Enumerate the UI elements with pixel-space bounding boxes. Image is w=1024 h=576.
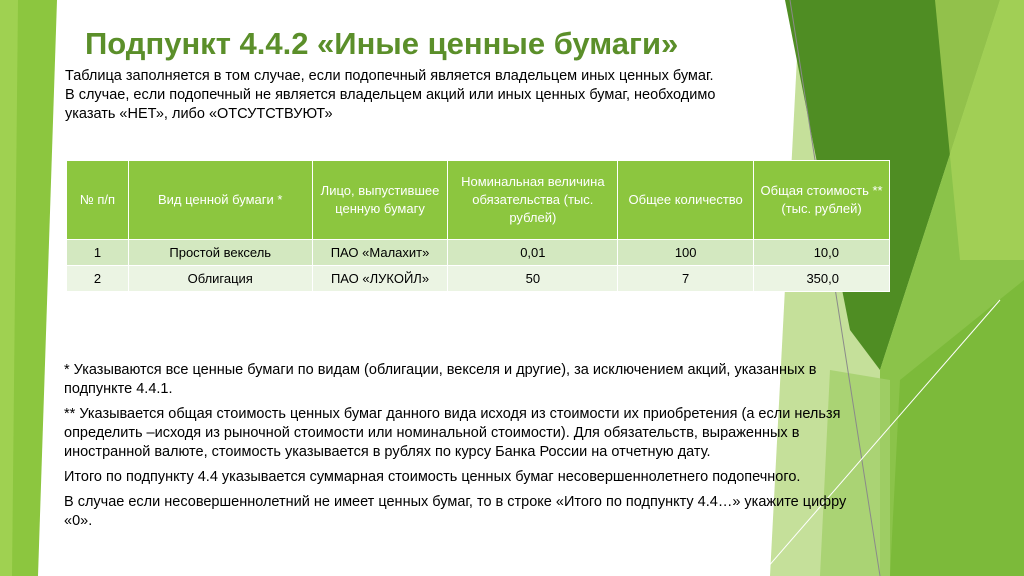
cell-issuer: ПАО «ЛУКОЙЛ» <box>312 266 448 292</box>
footnote: Итого по подпункту 4.4 указывается суммарная стоимость ценных бумаг несовершеннолетнего подопечного. <box>64 469 801 485</box>
header-total-value: Общая стоимость ** (тыс. рублей) <box>754 161 890 240</box>
footnote: В случае если несовершеннолетний не имеет ценных бумаг, то в строке «Итого по подпункту 4.4…» укажите цифру «0». <box>64 494 847 529</box>
cell-number: 2 <box>67 266 129 292</box>
page-title: Подпункт 4.4.2 «Иные ценные бумаги» <box>85 26 679 61</box>
header-quantity: Общее количество <box>618 161 754 240</box>
cell-total-value: 10,0 <box>754 240 890 266</box>
cell-quantity: 7 <box>618 266 754 292</box>
intro-paragraph: Таблица заполняется в том случае, если подопечный является владельцем иных ценных бумаг. <box>65 68 714 84</box>
securities-table <box>66 160 890 292</box>
header-security-type: Вид ценной бумаги * <box>128 161 312 240</box>
header-issuer: Лицо, выпустившее ценную бумагу <box>312 161 448 240</box>
cell-nominal-value: 50 <box>448 266 618 292</box>
intro-paragraph: В случае, если подопечный не является владельцем акций или иных ценных бумаг, необходимо указать «НЕТ», либо «ОТСУТСТВУЮТ» <box>65 87 716 122</box>
footnote: ** Указывается общая стоимость ценных бумаг данного вида исходя из стоимости их приобретения (а если нельзя определить –исходя из рыночной стоимости или номинальной стоимости). Для обязательств, выраженных в иностранной валюте, стоимость указывается в рублях по курсу Банка России на отчетную дату. <box>64 406 841 460</box>
header-number: № п/п <box>67 161 129 240</box>
footnote: * Указываются все ценные бумаги по видам (облигации, векселя и другие), за исключением акций, указанных в подпункте 4.4.1. <box>64 362 817 397</box>
cell-security-type: Облигация <box>128 266 312 292</box>
footnotes <box>64 361 854 537</box>
table-header-row <box>67 161 890 240</box>
cell-quantity: 100 <box>618 240 754 266</box>
cell-total-value: 350,0 <box>754 266 890 292</box>
table-row <box>67 240 890 266</box>
cell-number: 1 <box>67 240 129 266</box>
cell-issuer: ПАО «Малахит» <box>312 240 448 266</box>
cell-nominal-value: 0,01 <box>448 240 618 266</box>
table-row <box>67 266 890 292</box>
intro-text <box>65 67 765 124</box>
cell-security-type: Простой вексель <box>128 240 312 266</box>
header-nominal-value: Номинальная величина обязательства (тыс. рублей) <box>448 161 618 240</box>
